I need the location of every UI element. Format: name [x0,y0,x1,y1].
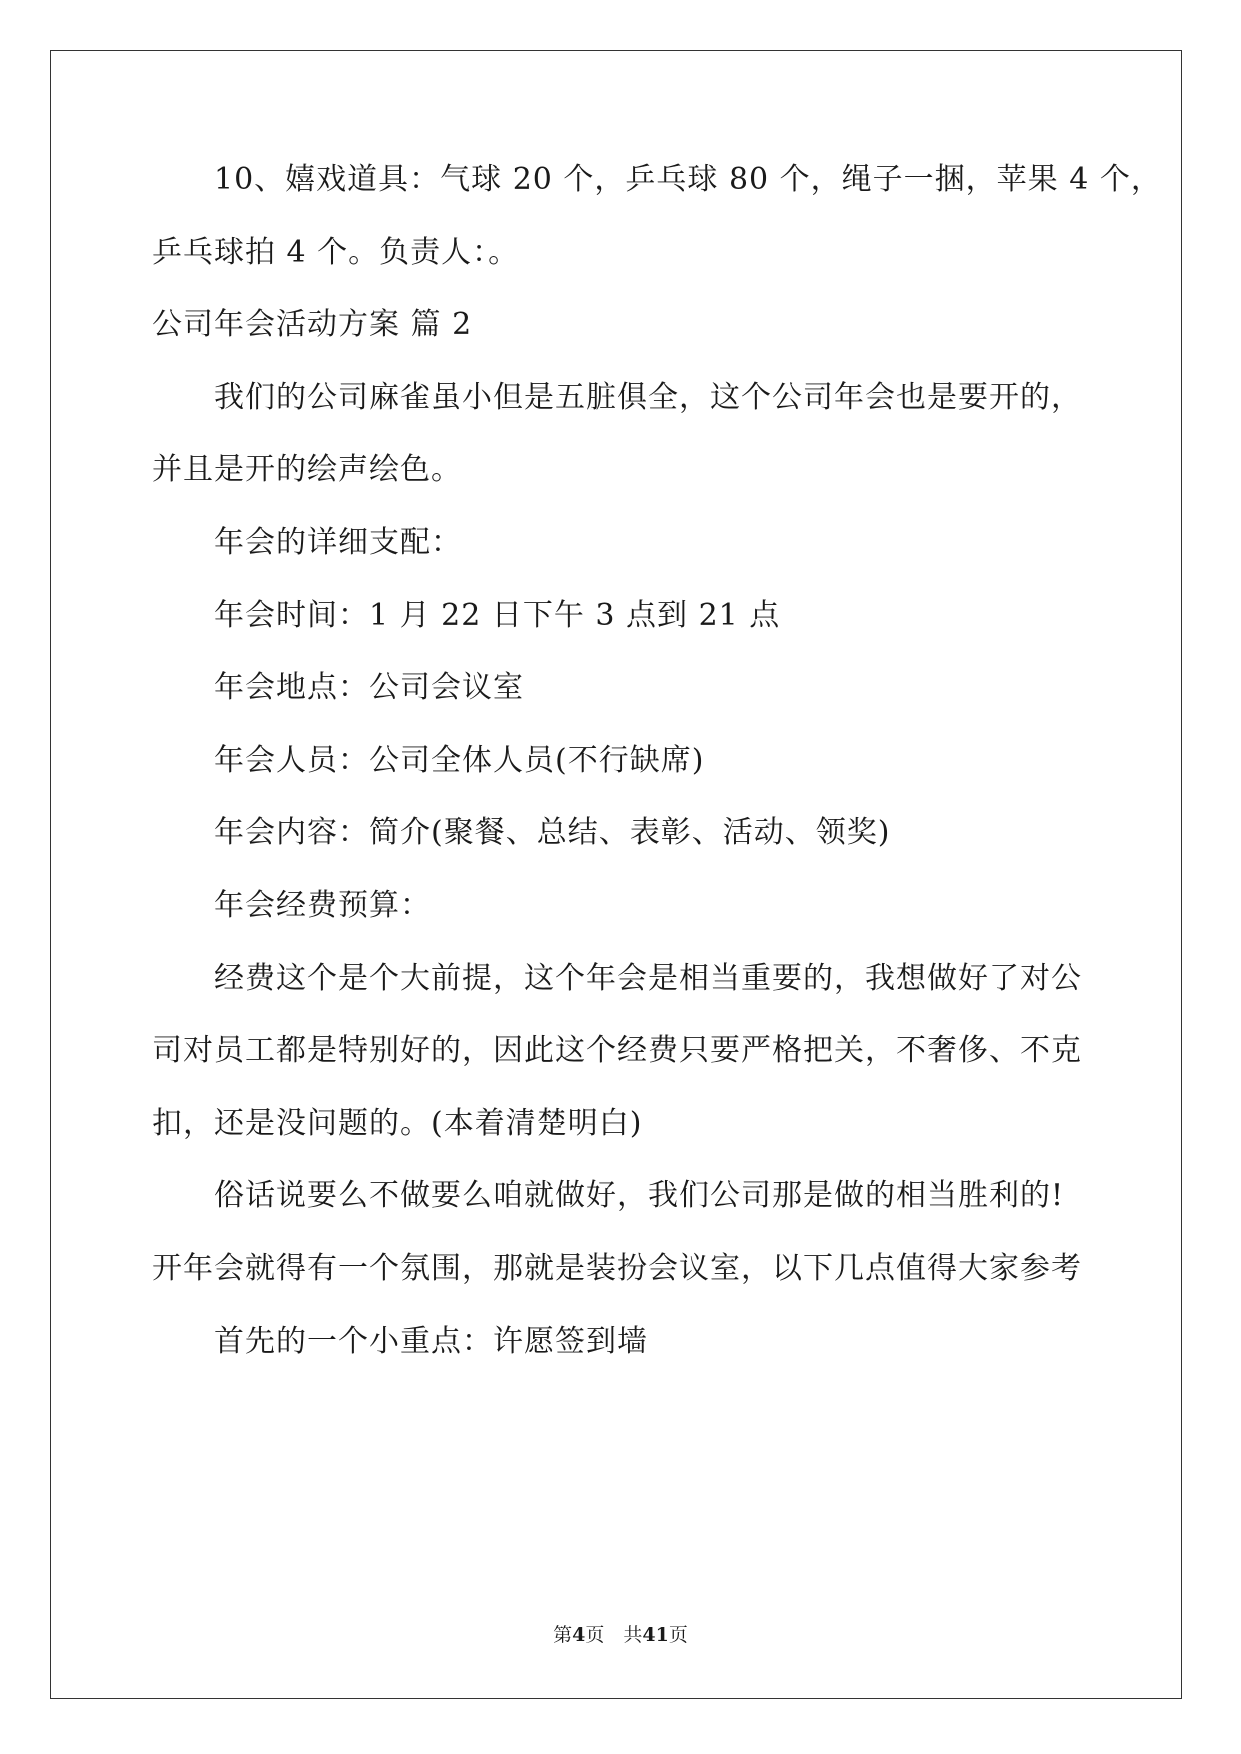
paragraph-line: 年会人员：公司全体人员(不行缺席) [214,743,705,778]
paragraph-line: 我们的公司麻雀虽小但是五脏俱全，这个公司年会也是要开的， [214,380,1082,415]
footer-prefix: 第 [553,1624,573,1646]
paragraph-line: 俗话说要么不做要么咱就做好，我们公司那是做的相当胜利的! [214,1178,1065,1213]
paragraph-line: 年会内容：简介(聚餐、总结、表彰、活动、领奖) [214,815,891,850]
page-footer [0,1620,1241,1647]
paragraph-line: 扣，还是没问题的。(本着清楚明白) [152,1106,643,1141]
paragraph-line: 年会时间：1 月 22 日下午 3 点到 21 点 [214,598,781,633]
paragraph-line: 司对员工都是特别好的，因此这个经费只要严格把关，不奢侈、不克 [152,1033,1082,1068]
paragraph-line: 经费这个是个大前提，这个年会是相当重要的，我想做好了对公 [214,961,1082,996]
paragraph-line: 年会经费预算： [214,888,431,923]
paragraph-line: 10、嬉戏道具：气球 20 个，乒乓球 80 个，绳子一捆，苹果 4 个， [214,162,1162,197]
paragraph-line: 并且是开的绘声绘色。 [152,452,462,487]
section-title: 公司年会活动方案 篇 2 [152,307,473,342]
paragraph-line: 年会地点：公司会议室 [214,670,524,705]
paragraph-line: 开年会就得有一个氛围，那就是装扮会议室，以下几点值得大家参考 [152,1251,1082,1286]
page-border [50,50,1182,1699]
paragraph-line: 年会的详细支配： [214,525,462,560]
current-page-number: 4 [572,1624,586,1646]
paragraph-line: 乒乓球拍 4 个。负责人：。 [152,235,520,270]
paragraph-line: 首先的一个小重点：许愿签到墙 [214,1324,648,1359]
total-page-count: 41 [642,1624,669,1646]
footer-middle: 页 共 [585,1624,643,1646]
footer-suffix: 页 [668,1624,688,1646]
